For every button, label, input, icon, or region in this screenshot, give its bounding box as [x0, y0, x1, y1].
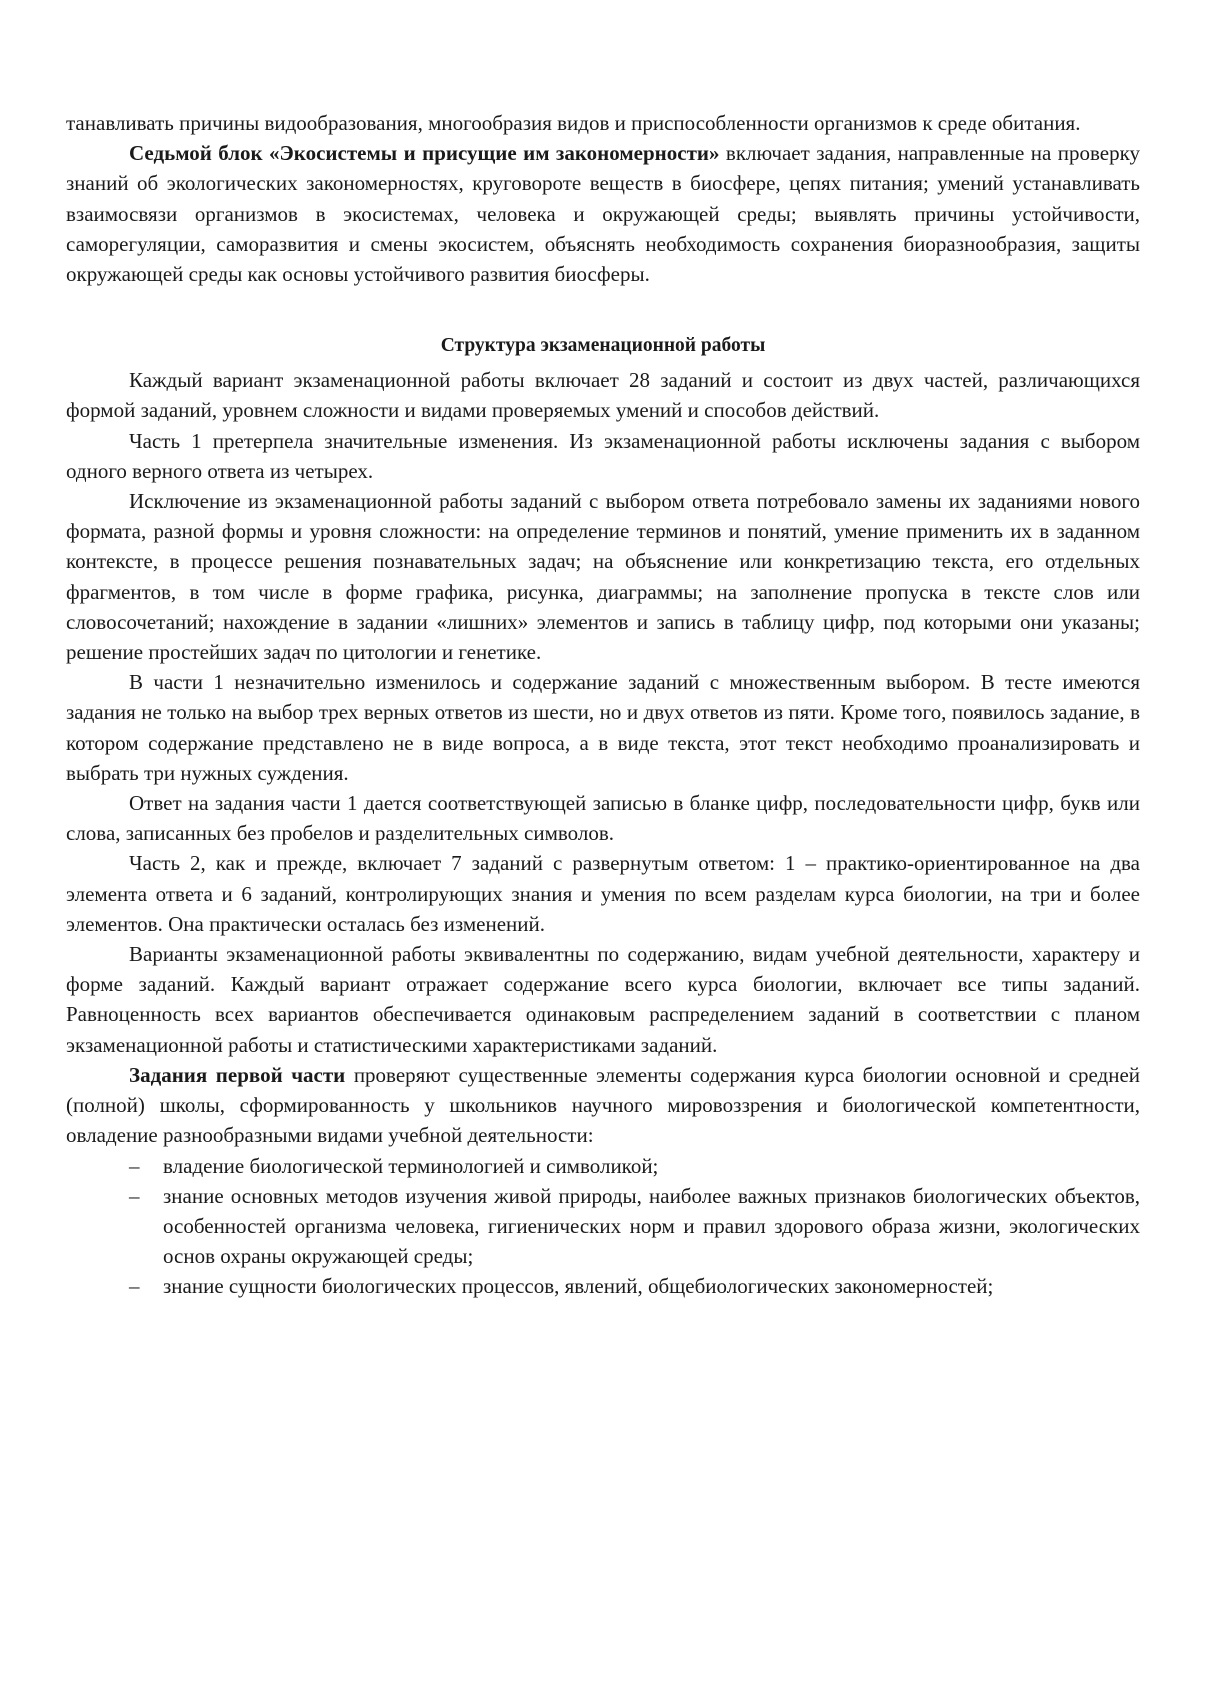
paragraph: Ответ на задания части 1 дается соответствующей записью в бланке цифр, последовательности цифр, букв или слова, записанных без пробелов и разделительных символов. — [66, 791, 1140, 846]
list-item-text: владение биологической терминологией и символикой; — [163, 1153, 659, 1178]
block7-text: включает задания, направленные на проверку знаний об экологических закономерностях, круговороте веществ в биосфере, цепях питания; умений устанавливать взаимосвязи организмов в экосистемах, человека и окружающей среды; выявлять причины устойчивости, саморегуляции, саморазвития и смены экосистем, объяснять необходимость сохранения биоразнообразия, защиты окружающей среды как основы устойчивого развития биосферы. — [66, 141, 1140, 287]
block7-paragraph — [66, 138, 1140, 289]
part1-tasks-text: проверяют существенные элементы содержания курса биологии основной и средней (полной) школы, сформированность у школьников научного мировоззрения и биологической компетентности, овладение разнообразными видами учебной деятельности: — [66, 1062, 1140, 1148]
part1-tasks-lead: Задания первой части — [129, 1062, 346, 1087]
spacer — [66, 289, 1140, 319]
intro-fragment: танавливать причины видообразования, многообразия видов и приспособленности организмов к среде обитания. — [66, 111, 1081, 135]
skills-list — [66, 1151, 1140, 1302]
list-item — [66, 1151, 1140, 1181]
paragraph: Часть 1 претерпела значительные изменения. Из экзаменационной работы исключены задания с выбором одного верного ответа из четырех. — [66, 428, 1140, 483]
paragraph: Каждый вариант экзаменационной работы включает 28 заданий и состоит из двух частей, различающихся формой заданий, уровнем сложности и видами проверяемых умений и способов действий. — [66, 368, 1140, 423]
block7-lead: Седьмой блок «Экосистемы и присущие им закономерности» — [129, 141, 720, 166]
paragraph: В части 1 незначительно изменилось и содержание заданий с множественным выбором. В тесте имеются задания не только на выбор трех верных ответов из шести, но и двух ответов из пяти. Кроме того, появилось задание, в котором содержание представлено не в виде вопроса, а в виде текста, этот текст необходимо проанализировать и выбрать три нужных суждения. — [66, 670, 1140, 785]
section-title: Структура экзаменационной работы — [440, 335, 766, 357]
dash-marker: – — [129, 1153, 140, 1178]
part1-tasks-paragraph — [66, 1060, 1140, 1151]
list-item — [66, 1181, 1140, 1272]
dash-marker: – — [129, 1183, 140, 1208]
paragraph: Варианты экзаменационной работы эквивалентны по содержанию, видам учебной деятельности, характеру и форме заданий. Каждый вариант отражает содержание всего курса биологии, включает все типы заданий. Равноценность всех вариантов обеспечивается одинаковым распределением заданий в соответствии с планом экзаменационной работы и статистическими характеристиками заданий. — [66, 942, 1140, 1057]
text-body — [66, 108, 1140, 1302]
list-item-text: знание сущности биологических процессов, явлений, общебиологических закономерностей; — [163, 1274, 994, 1299]
dash-marker: – — [129, 1274, 140, 1299]
paragraph: Исключение из экзаменационной работы заданий с выбором ответа потребовало замены их заданиями нового формата, разной формы и уровня сложности: на определение терминов и понятий, умение применить их в заданном контексте, в процессе решения познавательных задач; на объяснение или конкретизацию текста, его отдельных фрагментов, в том числе в форме графика, рисунка, диаграммы; на заполнение пропуска в тексте слов или словосочетаний; нахождение в задании «лишних» элементов и запись в таблицу цифр, под которыми они указаны; решение простейших задач по цитологии и генетике. — [66, 489, 1140, 665]
paragraph: Часть 2, как и прежде, включает 7 заданий с развернутым ответом: 1 – практико-ориентированное на два элемента ответа и 6 заданий, контролирующих знания и умения по всем разделам курса биологии, на три и более элементов. Она практически осталась без изменений. — [66, 851, 1140, 936]
list-item-text: знание основных методов изучения живой природы, наиболее важных признаков биологических объектов, особенностей организма человека, гигиенических норм и правил здорового образа жизни, экологических основ охраны окружающей среды; — [163, 1183, 1140, 1269]
list-item — [66, 1271, 1140, 1301]
